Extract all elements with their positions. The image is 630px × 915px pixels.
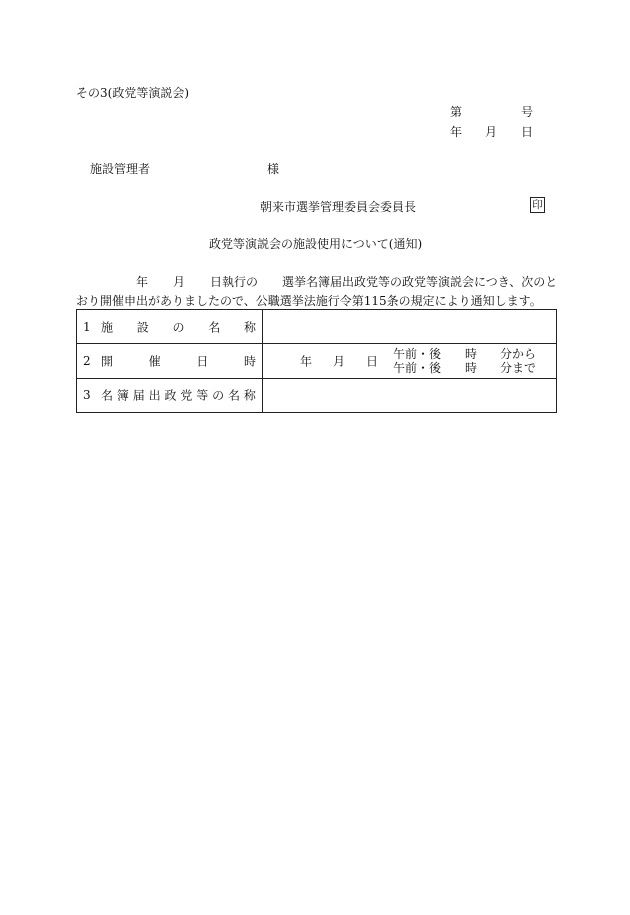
label-char: 称 bbox=[243, 320, 256, 335]
start-ampm: 午前・後 bbox=[393, 347, 442, 362]
row-number: 3 bbox=[83, 388, 91, 403]
label-char: 党 bbox=[180, 388, 193, 403]
label-char: 施 bbox=[101, 320, 114, 335]
end-hour: 時 bbox=[465, 361, 478, 376]
datetime-ymd bbox=[300, 352, 378, 369]
body-line2: おり開催申出がありましたので、公職選挙法施行令第115条の規定により通知します。 bbox=[76, 294, 542, 308]
row-label bbox=[101, 387, 256, 404]
label-char: 名 bbox=[208, 320, 221, 335]
date-year: 年 bbox=[450, 125, 463, 139]
addressee-title: 施設管理者 bbox=[90, 162, 151, 176]
label-char: 届 bbox=[132, 388, 145, 403]
dt-month: 月 bbox=[332, 354, 345, 369]
datetime-field[interactable] bbox=[263, 344, 557, 378]
start-time-line bbox=[393, 347, 536, 361]
label-cell bbox=[77, 344, 263, 378]
facility-name-field[interactable] bbox=[263, 310, 557, 344]
doc-number-suffix: 号 bbox=[521, 105, 534, 119]
addressee-honorific: 様 bbox=[267, 162, 280, 176]
body-year: 年 bbox=[136, 275, 149, 289]
body-month: 月 bbox=[173, 275, 186, 289]
label-char: 時 bbox=[243, 354, 256, 369]
label-char: 催 bbox=[148, 354, 161, 369]
label-cell bbox=[77, 310, 263, 344]
seal-stamp: 印 bbox=[530, 197, 545, 213]
label-char: 簿 bbox=[116, 388, 129, 403]
form-reference: その3(政党等演説会) bbox=[76, 86, 189, 100]
row-number: 1 bbox=[83, 319, 91, 334]
row-label bbox=[101, 352, 256, 369]
label-char: 名 bbox=[228, 388, 241, 403]
row-label bbox=[101, 318, 256, 335]
date-day: 日 bbox=[521, 125, 534, 139]
label-char: 開 bbox=[101, 354, 114, 369]
table-row bbox=[77, 378, 557, 412]
dt-day: 日 bbox=[365, 354, 378, 369]
label-char: 日 bbox=[196, 354, 209, 369]
body-day-exec: 日執行の bbox=[210, 275, 259, 289]
body-line1-rest: 選挙名簿届出政党等の政党等演説会につき、次のと bbox=[282, 275, 558, 289]
label-char: 称 bbox=[243, 388, 256, 403]
label-char: 政 bbox=[164, 388, 177, 403]
label-cell bbox=[77, 378, 263, 412]
label-char: 名 bbox=[101, 388, 114, 403]
end-ampm: 午前・後 bbox=[393, 361, 442, 376]
end-time-line bbox=[393, 361, 536, 375]
end-minute: 分まで bbox=[500, 361, 537, 376]
label-char: 出 bbox=[148, 388, 161, 403]
sender-name: 朝来市選挙管理委員会委員長 bbox=[260, 200, 417, 214]
label-char: 設 bbox=[136, 320, 149, 335]
row-number: 2 bbox=[83, 353, 91, 368]
party-name-field[interactable] bbox=[263, 378, 557, 412]
start-hour: 時 bbox=[465, 347, 478, 362]
notice-table bbox=[76, 309, 557, 413]
table-row bbox=[77, 344, 557, 378]
datetime-times bbox=[393, 347, 536, 375]
label-char: の bbox=[212, 388, 225, 403]
start-minute: 分から bbox=[500, 347, 537, 362]
doc-number-prefix: 第 bbox=[450, 105, 463, 119]
dt-year: 年 bbox=[300, 354, 313, 369]
label-char: 等 bbox=[196, 388, 209, 403]
table-row bbox=[77, 310, 557, 344]
label-char: の bbox=[172, 320, 185, 335]
document-subject: 政党等演説会の施設使用について(通知) bbox=[209, 237, 423, 251]
date-month: 月 bbox=[485, 125, 498, 139]
